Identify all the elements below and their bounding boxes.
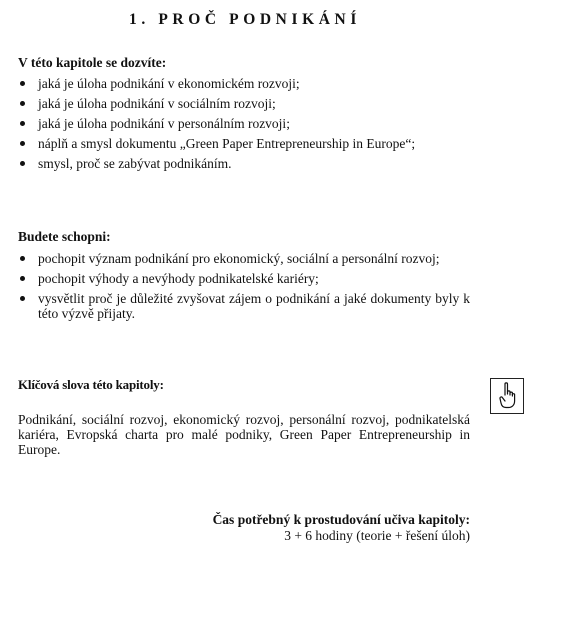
bullet-icon [20,101,25,106]
learn-heading: V této kapitole se dozvíte: [18,55,167,70]
keywords-heading: Klíčová slova této kapitoly: [18,377,164,392]
bullet-icon [20,276,25,281]
list-item: pochopit výhody a nevýhody podnikatelské kariéry; [18,271,470,286]
study-time-label: Čas potřebný k prostudování učiva kapitoly: [212,512,470,527]
list-item: jaká je úloha podnikání v personálním rozvoji; [18,116,470,131]
bullet-icon [20,121,25,126]
list-item: pochopit význam podnikání pro ekonomický, sociální a personální rozvoj; [18,251,470,266]
chapter-title: 1. PROČ PODNIKÁNÍ [129,11,361,28]
list-item: náplň a smysl dokumentu „Green Paper Entrepreneurship in Europe“; [18,136,470,151]
learn-list [18,76,470,176]
study-time-value: 3 + 6 hodiny (teorie + řešení úloh) [284,528,470,543]
list-item: jaká je úloha podnikání v sociálním rozvoji; [18,96,470,111]
list-item: smysl, proč se zabývat podnikáním. [18,156,470,171]
keywords-text: Podnikání, sociální rozvoj, ekonomický rozvoj, personální rozvoj, podnikatelská kariéra, Evropská charta pro malé podniky, Green Paper Entrepreneurship in Europe. [18,412,470,457]
bullet-icon [20,161,25,166]
list-item: vysvětlit proč je důležité zvyšovat zájem o podnikání a jaké dokumenty byly k této výzvě přijaty. [18,291,470,321]
bullet-icon [20,256,25,261]
study-time [213,512,470,544]
skills-heading: Budete schopni: [18,229,111,244]
bullet-icon [20,81,25,86]
skills-list [18,251,470,326]
pointing-hand-icon-graphic [491,379,523,413]
bullet-icon [20,141,25,146]
list-item: jaká je úloha podnikání v ekonomickém rozvoji; [18,76,470,91]
bullet-icon [20,296,25,301]
pointing-hand-icon [490,378,524,414]
